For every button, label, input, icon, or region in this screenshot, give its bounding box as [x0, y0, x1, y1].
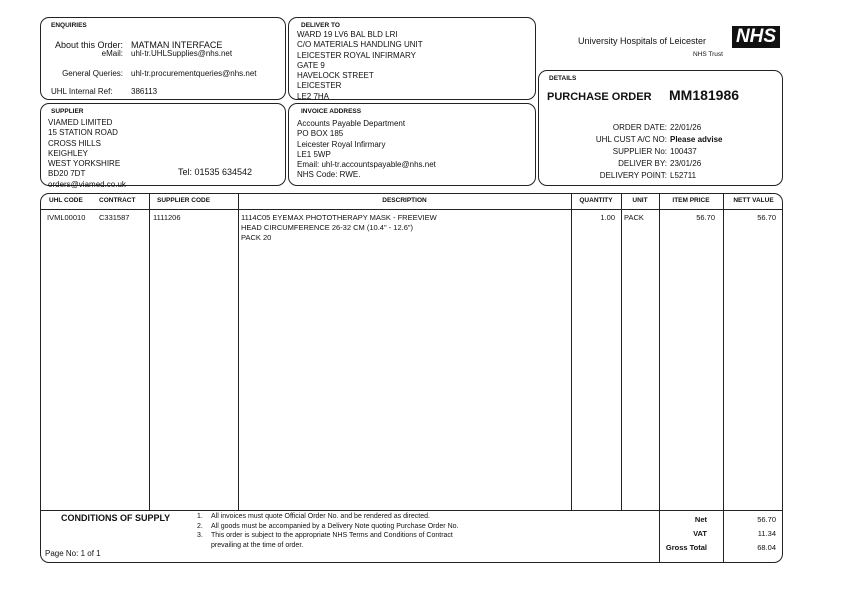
cond-num: 1.: [197, 513, 203, 520]
cell-description-line: PACK 20: [241, 233, 272, 242]
condition-text: prevailing at the time of order.: [211, 541, 304, 549]
cell-uhl-code: IVML00010: [47, 213, 86, 222]
delivery-point-value: L52711: [670, 171, 697, 180]
cell-unit: PACK: [624, 213, 644, 222]
order-date-label: ORDER DATE:: [612, 123, 667, 132]
deliver-by-value: 23/01/26: [670, 159, 702, 168]
condition-text: All invoices must quote Official Order No. and be rendered as directed.: [211, 513, 430, 520]
about-value: MATMAN INTERFACE: [131, 40, 223, 50]
th-quantity: QUANTITY: [579, 197, 613, 204]
details-title: DETAILS: [549, 75, 577, 82]
cell-contract: C331587: [99, 213, 130, 222]
enquiries-box: [40, 17, 286, 100]
cell-supplier-code: 1111206: [153, 213, 181, 222]
invoice-box: [288, 103, 536, 186]
ref-label: UHL Internal Ref:: [51, 87, 113, 96]
th-contract: CONTRACT: [99, 197, 136, 204]
gross-label: Gross Total: [665, 543, 707, 552]
order-number: MM181986: [669, 87, 740, 103]
cell-nett-value: 56.70: [757, 213, 776, 222]
supplier-no-value: 100437: [670, 147, 697, 156]
net-label: Net: [694, 515, 707, 524]
cust-ac-value: Please advise: [670, 135, 723, 144]
cust-ac-label: UHL CUST A/C NO:: [595, 135, 667, 144]
email-label: eMail:: [101, 49, 123, 58]
trust-name: NHS Trust: [693, 51, 723, 58]
supplier-line: CROSS HILLS: [48, 138, 101, 148]
supplier-line: KEIGHLEY: [48, 148, 89, 158]
conditions-title: CONDITIONS OF SUPPLY: [61, 513, 171, 523]
supplier-no-label: SUPPLIER No:: [612, 147, 667, 156]
supplier-line: BD20 7DT: [48, 169, 86, 179]
net-value: 56.70: [757, 515, 776, 524]
cell-quantity: 1.00: [600, 213, 615, 222]
general-value[interactable]: uhl-tr.procurementqueries@nhs.net: [131, 69, 257, 78]
org-name: University Hospitals of Leicester: [578, 36, 707, 46]
invoice-title: INVOICE ADDRESS: [301, 108, 362, 115]
enquiries-title: ENQUIRIES: [51, 22, 87, 29]
cell-item-price: 56.70: [696, 213, 715, 222]
th-nett-value: NETT VALUE: [733, 197, 774, 204]
th-item-price: ITEM PRICE: [672, 197, 710, 204]
footer-box: [40, 510, 783, 563]
deliver-line: HAVELOCK STREET: [297, 71, 374, 81]
cond-num: 3.: [197, 532, 203, 539]
invoice-email[interactable]: Email: uhl-tr.accountspayable@nhs.net: [297, 160, 436, 170]
deliver-line: LEICESTER: [297, 81, 342, 91]
ref-value: 386113: [131, 87, 158, 96]
supplier-line: VIAMED LIMITED: [48, 118, 113, 127]
about-label: About this Order:: [54, 40, 123, 50]
deliver-line: GATE 9: [297, 60, 325, 70]
delivery-point-label: DELIVERY POINT:: [599, 171, 667, 180]
doc-type: PURCHASE ORDER: [547, 91, 652, 103]
supplier-box: [40, 103, 286, 189]
th-description: DESCRIPTION: [382, 197, 427, 204]
deliver-by-label: DELIVER BY:: [618, 159, 667, 168]
email-value[interactable]: uhl-tr.UHLSupplies@nhs.net: [131, 49, 233, 58]
deliver-to-box: [288, 17, 536, 100]
gross-value: 68.04: [757, 543, 776, 552]
details-box: [538, 70, 783, 186]
nhs-badge: NHS: [732, 26, 780, 48]
vat-label: VAT: [693, 529, 707, 538]
cell-description-line: HEAD CIRCUMFERENCE 26-32 CM (10.4" - 12.6"): [241, 223, 414, 232]
invoice-line: Accounts Payable Department: [297, 119, 406, 128]
invoice-line: NHS Code: RWE.: [297, 170, 361, 180]
cell-description-line: 1114C05 EYEMAX PHOTOTHERAPY MASK - FREEVIEW: [241, 213, 437, 222]
supplier-email[interactable]: orders@viamed.co.uk: [48, 179, 126, 189]
supplier-tel: Tel: 01535 634542: [178, 167, 253, 177]
th-uhl-code: UHL CODE: [49, 197, 83, 204]
supplier-line: WEST YORKSHIRE: [48, 159, 121, 169]
order-date-value: 22/01/26: [670, 123, 702, 132]
deliver-line: LE2 7HA: [297, 91, 330, 101]
invoice-line: Leicester Royal Infirmary: [297, 139, 386, 149]
supplier-line: 15 STATION ROAD: [48, 128, 118, 138]
header-divider: [41, 209, 782, 210]
deliver-line: LEICESTER ROYAL INFIRMARY: [297, 50, 416, 60]
condition-text: All goods must be accompanied by a Delivery Note quoting Purchase Order No.: [211, 522, 459, 530]
order-lines-table: [40, 193, 783, 511]
th-unit: UNIT: [632, 197, 648, 204]
deliver-line: WARD 19 LV6 BAL BLD LRI: [297, 30, 398, 39]
invoice-line: PO BOX 185: [297, 129, 344, 139]
cond-num: 2.: [197, 522, 203, 530]
condition-text: This order is subject to the appropriate NHS Terms and Conditions of Contract: [211, 532, 453, 539]
deliver-line: C/O MATERIALS HANDLING UNIT: [297, 40, 423, 50]
invoice-line: LE1 5WP: [297, 149, 331, 159]
deliver-to-title: DELIVER TO: [301, 22, 340, 29]
th-supplier-code: SUPPLIER CODE: [157, 197, 211, 204]
general-label: General Queries:: [62, 69, 123, 78]
supplier-title: SUPPLIER: [51, 108, 84, 115]
page-number: Page No: 1 of 1: [45, 549, 101, 558]
vat-value: 11.34: [757, 529, 776, 538]
